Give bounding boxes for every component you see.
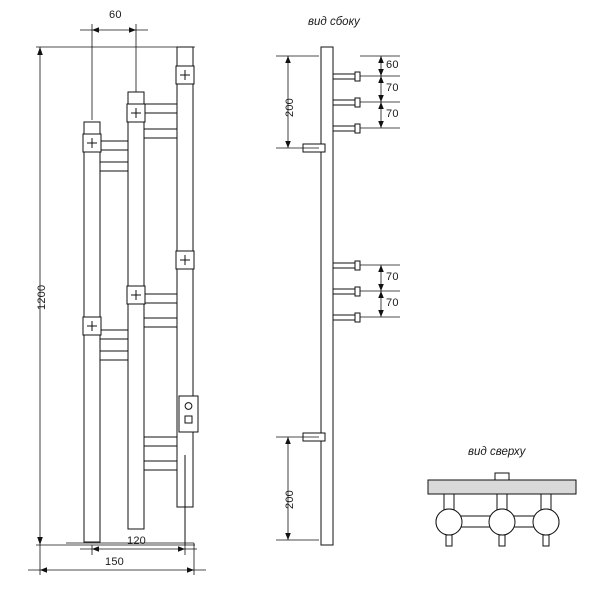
view-title-side: вид сбоку bbox=[308, 16, 360, 28]
front-bar-7 bbox=[100, 330, 128, 339]
front-bar-9 bbox=[144, 437, 177, 446]
dim-side-bottom-offset: 200 bbox=[284, 490, 296, 509]
dim-front-inner-width: 120 bbox=[127, 535, 146, 547]
front-bar-10 bbox=[144, 461, 177, 470]
front-bar-4 bbox=[100, 162, 128, 171]
dim-side-top-first: 60 bbox=[386, 59, 399, 71]
dim-front-total-height: 1200 bbox=[36, 284, 48, 310]
side-stubs-lower bbox=[333, 261, 360, 322]
dim-side-bottom-second: 70 bbox=[386, 297, 399, 309]
dim-side-top-second: 70 bbox=[386, 82, 399, 94]
side-stubs-upper bbox=[333, 72, 360, 133]
front-bar-6 bbox=[144, 318, 177, 327]
front-bar-5 bbox=[144, 294, 177, 303]
dim-side-top-group-total: 200 bbox=[284, 98, 296, 117]
dim-side-bottom-first: 70 bbox=[386, 271, 399, 283]
dim-side-top-third: 70 bbox=[386, 108, 399, 120]
view-title-top: вид сверху bbox=[468, 446, 526, 458]
front-rear-post bbox=[177, 47, 193, 507]
front-bar-2 bbox=[144, 129, 177, 138]
side-main-post bbox=[321, 47, 333, 545]
front-bar-3 bbox=[100, 141, 128, 150]
dim-front-outer-width: 150 bbox=[105, 556, 124, 568]
top-view-bar bbox=[428, 480, 576, 494]
front-bar-1 bbox=[144, 104, 177, 113]
top-view-group bbox=[428, 473, 576, 546]
front-bar-8 bbox=[100, 351, 128, 360]
front-control-box bbox=[179, 396, 198, 432]
dim-front-top-width: 60 bbox=[109, 9, 122, 21]
front-middle-post bbox=[128, 92, 144, 529]
top-view-tab bbox=[495, 473, 509, 480]
